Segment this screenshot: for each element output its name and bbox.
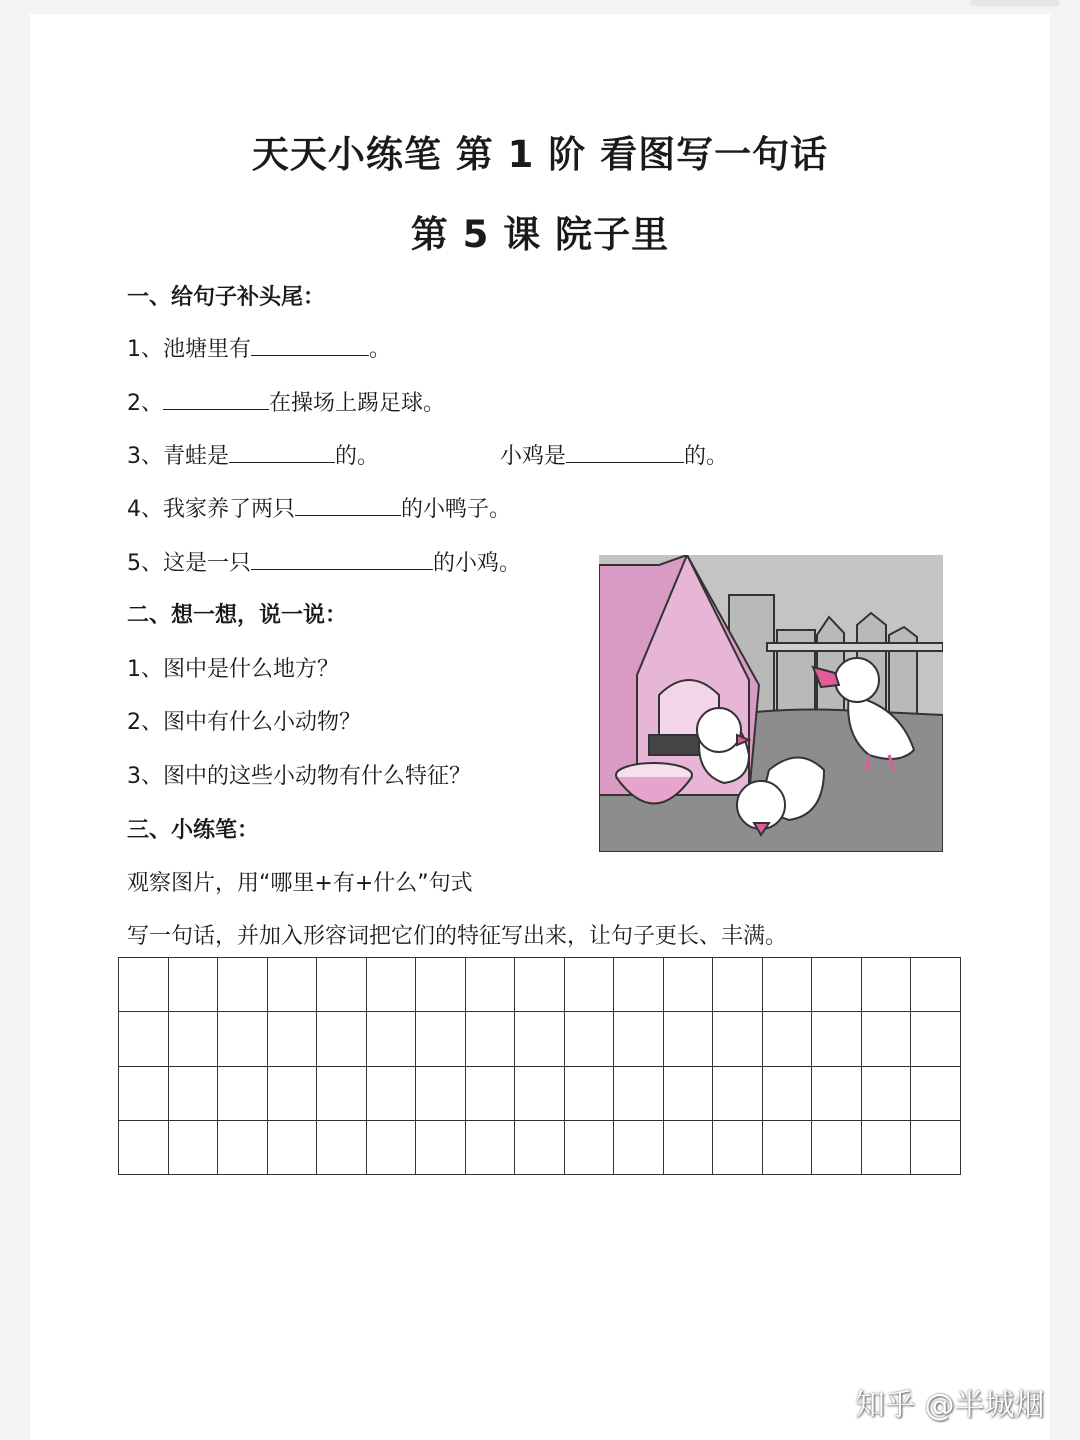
- fill-item-3b: [500, 439, 728, 470]
- grid-cell[interactable]: [317, 958, 367, 1012]
- grid-cell[interactable]: [862, 958, 912, 1012]
- answer-blank-3b[interactable]: [566, 442, 684, 463]
- fill-item-1-post: 。: [369, 337, 392, 362]
- grid-cell[interactable]: [565, 1067, 615, 1121]
- grid-cell[interactable]: [169, 1121, 219, 1175]
- grid-cell[interactable]: [268, 1012, 318, 1066]
- grid-cell[interactable]: [911, 958, 961, 1012]
- grid-cell[interactable]: [317, 1121, 367, 1175]
- grid-cell[interactable]: [664, 1067, 714, 1121]
- grid-cell[interactable]: [515, 1012, 565, 1066]
- question-3: 3、图中的这些小动物有什么特征？: [127, 764, 471, 789]
- fill-item-4-post: 的小鸭子。: [401, 497, 512, 522]
- grid-cell[interactable]: [367, 1121, 417, 1175]
- grid-cell[interactable]: [169, 1012, 219, 1066]
- fill-item-4: [127, 492, 511, 523]
- grid-cell[interactable]: [218, 958, 268, 1012]
- answer-blank-1[interactable]: [251, 335, 369, 356]
- grid-cell[interactable]: [515, 1067, 565, 1121]
- grid-cell[interactable]: [763, 958, 813, 1012]
- grid-cell[interactable]: [911, 1121, 961, 1175]
- grid-cell[interactable]: [119, 958, 169, 1012]
- grid-cell[interactable]: [466, 1067, 516, 1121]
- fill-item-4-pre: 4、我家养了两只: [127, 497, 295, 522]
- grid-cell[interactable]: [218, 1067, 268, 1121]
- grid-cell[interactable]: [763, 1067, 813, 1121]
- fill-item-2-post: 在操场上踢足球。: [269, 391, 446, 416]
- fill-item-3a-post: 的。: [335, 444, 380, 469]
- grid-cell[interactable]: [466, 1121, 516, 1175]
- grid-cell[interactable]: [713, 1121, 763, 1175]
- instruction-line-2: 写一句话，并加入形容词把它们的特征写出来，让句子更长、丰满。: [127, 924, 788, 949]
- grid-cell[interactable]: [466, 1012, 516, 1066]
- question-1: 1、图中是什么地方？: [127, 657, 339, 682]
- grid-cell[interactable]: [367, 958, 417, 1012]
- grid-cell[interactable]: [416, 1012, 466, 1066]
- grid-cell[interactable]: [317, 1067, 367, 1121]
- fill-item-2-pre: 2、: [127, 391, 163, 416]
- grid-cell[interactable]: [416, 1067, 466, 1121]
- fill-item-1: [127, 332, 391, 363]
- grid-cell[interactable]: [416, 1121, 466, 1175]
- grid-cell[interactable]: [713, 958, 763, 1012]
- fill-item-3a-pre: 3、青蛙是: [127, 444, 229, 469]
- grid-cell[interactable]: [367, 1012, 417, 1066]
- fill-item-5-pre: 5、这是一只: [127, 551, 251, 576]
- question-2: 2、图中有什么小动物？: [127, 710, 361, 735]
- grid-cell[interactable]: [812, 1121, 862, 1175]
- grid-cell[interactable]: [367, 1067, 417, 1121]
- grid-cell[interactable]: [119, 1121, 169, 1175]
- page-title: 天天小练笔 第 1 阶 看图写一句话: [251, 133, 829, 176]
- section3-heading: 三、小练笔：: [127, 818, 260, 843]
- grid-cell[interactable]: [515, 958, 565, 1012]
- grid-cell[interactable]: [565, 1121, 615, 1175]
- fill-item-5: [127, 546, 521, 577]
- instruction-line-1: 观察图片，用“哪里+有+什么”句式: [127, 871, 473, 896]
- section1-heading: 一、给句子补头尾：: [127, 285, 326, 310]
- grid-cell[interactable]: [763, 1012, 813, 1066]
- fill-item-3a: [127, 439, 379, 470]
- grid-cell[interactable]: [812, 1012, 862, 1066]
- answer-blank-5[interactable]: [251, 549, 433, 570]
- grid-cell[interactable]: [911, 1012, 961, 1066]
- grid-cell[interactable]: [812, 1067, 862, 1121]
- grid-cell[interactable]: [812, 958, 862, 1012]
- grid-cell[interactable]: [466, 958, 516, 1012]
- answer-blank-4[interactable]: [295, 495, 401, 516]
- grid-cell[interactable]: [713, 1067, 763, 1121]
- watermark: 知乎 @半城烟: [855, 1388, 1045, 1423]
- grid-cell[interactable]: [218, 1012, 268, 1066]
- grid-cell[interactable]: [862, 1121, 912, 1175]
- fill-item-5-post: 的小鸡。: [433, 551, 522, 576]
- grid-cell[interactable]: [614, 1067, 664, 1121]
- grid-cell[interactable]: [713, 1012, 763, 1066]
- grid-cell[interactable]: [763, 1121, 813, 1175]
- grid-cell[interactable]: [119, 1012, 169, 1066]
- lesson-title: 第 5 课 院子里: [410, 213, 670, 256]
- grid-cell[interactable]: [614, 1121, 664, 1175]
- grid-cell[interactable]: [862, 1067, 912, 1121]
- grid-cell[interactable]: [862, 1012, 912, 1066]
- grid-cell[interactable]: [416, 958, 466, 1012]
- writing-grid[interactable]: [118, 957, 961, 1175]
- grid-cell[interactable]: [218, 1121, 268, 1175]
- grid-cell[interactable]: [614, 1012, 664, 1066]
- grid-cell[interactable]: [664, 1012, 714, 1066]
- fill-item-3b-post: 的。: [684, 444, 729, 469]
- courtyard-illustration: [599, 555, 943, 852]
- grid-cell[interactable]: [268, 1067, 318, 1121]
- fill-item-2: [127, 386, 445, 417]
- grid-cell[interactable]: [664, 1121, 714, 1175]
- top-bar: [970, 0, 1060, 6]
- grid-cell[interactable]: [268, 958, 318, 1012]
- grid-cell[interactable]: [565, 1012, 615, 1066]
- fill-item-3b-pre: 小鸡是: [500, 444, 567, 469]
- grid-cell[interactable]: [664, 958, 714, 1012]
- answer-blank-2[interactable]: [163, 389, 269, 410]
- grid-cell[interactable]: [169, 1067, 219, 1121]
- section2-heading: 二、想一想，说一说：: [127, 603, 348, 628]
- grid-cell[interactable]: [911, 1067, 961, 1121]
- grid-cell[interactable]: [317, 1012, 367, 1066]
- fill-item-1-pre: 1、池塘里有: [127, 337, 251, 362]
- grid-cell[interactable]: [169, 958, 219, 1012]
- grid-cell[interactable]: [119, 1067, 169, 1121]
- grid-cell[interactable]: [515, 1121, 565, 1175]
- grid-cell[interactable]: [565, 958, 615, 1012]
- grid-cell[interactable]: [614, 958, 664, 1012]
- answer-blank-3a[interactable]: [229, 442, 335, 463]
- grid-cell[interactable]: [268, 1121, 318, 1175]
